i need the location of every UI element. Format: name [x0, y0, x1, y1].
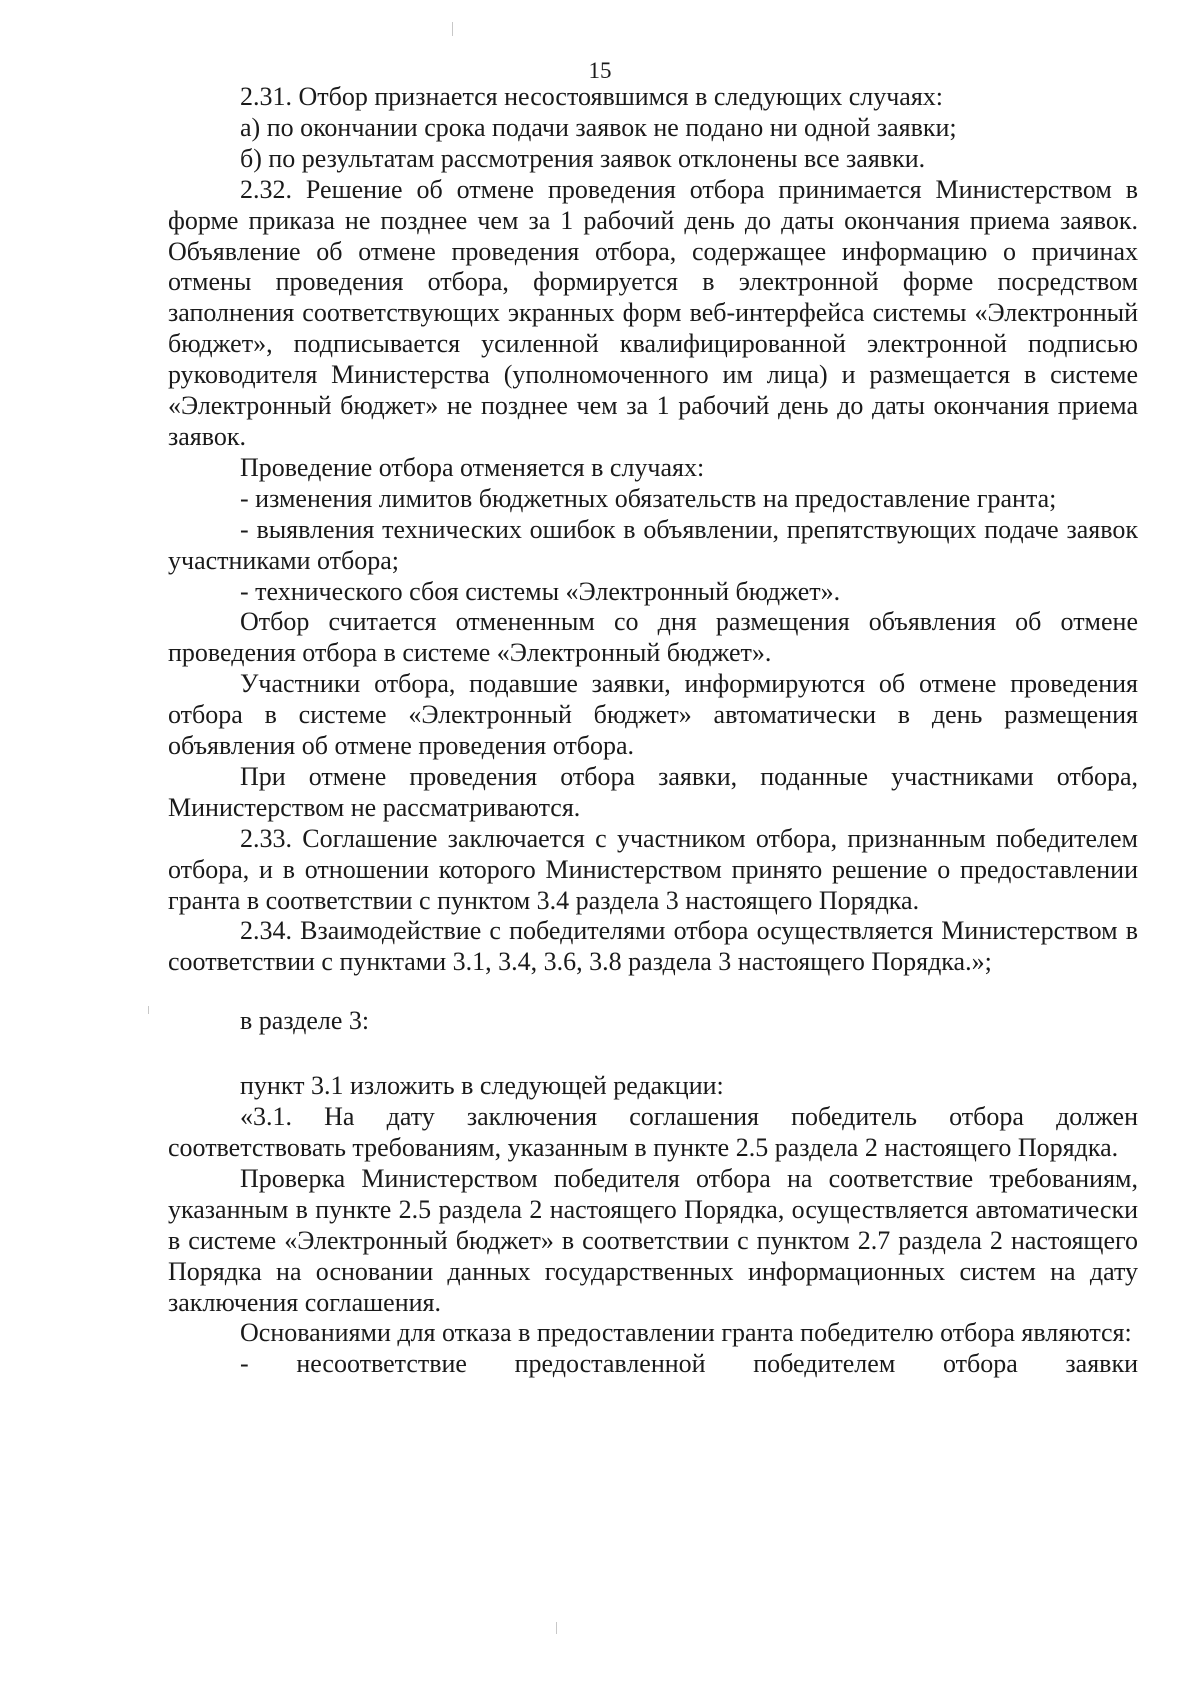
list-item-nonconformity: - несоответствие предоставленной победителем отбора заявки — [240, 1349, 1138, 1379]
paragraph-refusal-grounds: Основаниями для отказа в предоставлении гранта победителю отбора являются: — [240, 1318, 1132, 1348]
list-item-system-failure: - технического сбоя системы «Электронный бюджет». — [240, 576, 841, 606]
paragraph-2-34: 2.34. Взаимодействие с победителями отбора осуществляется Министерством в соответствии с пунктами 3.1, 3.4, 3.6, 3.8 раздела 3 настоящего Порядка.»; — [168, 916, 1138, 977]
paragraph-item-3-1-intro: пункт 3.1 изложить в следующей редакции: — [240, 1071, 724, 1101]
list-item-technical-errors: - выявления технических ошибок в объявлении, препятствующих подаче заявок участниками отбора; — [168, 514, 1138, 575]
paragraph-participants-informed: Участники отбора, подавшие заявки, информируются об отмене проведения отбора в системе «Электронный бюджет» автоматически в день размещения объявления об отмене проведения отбора. — [168, 669, 1138, 761]
paragraph-verification: Проверка Министерством победителя отбора на соответствие требованиям, указанным в пункте 2.5 раздела 2 настоящего Порядка, осуществляется автоматически в системе «Электронный бюджет» в соответствии с пунктом 2.7 раздела 2 настоящего Порядка на основании данных государственных информационных систем на дату заключения соглашения. — [168, 1163, 1138, 1317]
paragraph-2-33: 2.33. Соглашение заключается с участником отбора, признанным победителем отбора, и в отношении которого Министерством принято решение о предоставлении гранта в соответствии с пунктом 3.4 раздела 3 настоящего Порядка. — [168, 823, 1138, 915]
paragraph-2-31-a: а) по окончании срока подачи заявок не подано ни одной заявки; — [240, 112, 957, 142]
scan-artifact-left — [148, 1006, 149, 1014]
document-body — [168, 82, 1138, 1380]
paragraph-section-3: в разделе 3: — [240, 1006, 370, 1036]
paragraph-2-31-b: б) по результатам рассмотрения заявок отклонены все заявки. — [240, 143, 926, 173]
paragraph-applications-not-considered: При отмене проведения отбора заявки, поданные участниками отбора, Министерством не рассматриваются. — [168, 761, 1138, 822]
scan-artifact-bottom — [556, 1622, 557, 1634]
list-item-limits: - изменения лимитов бюджетных обязательств на предоставление гранта; — [240, 483, 1057, 513]
page-number: 15 — [588, 58, 612, 83]
scan-artifact-top — [452, 22, 453, 36]
paragraph-2-32: 2.32. Решение об отмене проведения отбора принимается Министерством в форме приказа не позднее чем за 1 рабочий день до даты окончания приема заявок. Объявление об отмене проведения отбора, содержащее информацию о причинах отмены проведения отбора, формируется в электронной форме посредством заполнения соответствующих экранных форм веб-интерфейса системы «Электронный бюджет», подписывается усиленной квалифицированной электронной подписью руководителя Министерства (уполномоченного им лица) и размещается в системе «Электронный бюджет» не позднее чем за 1 рабочий день до даты окончания приема заявок. — [168, 174, 1138, 451]
paragraph-cancelled-from: Отбор считается отмененным со дня размещения объявления об отмене проведения отбора в системе «Электронный бюджет». — [168, 607, 1138, 668]
paragraph-2-31: 2.31. Отбор признается несостоявшимся в следующих случаях: — [240, 82, 944, 111]
paragraph-cancellation-cases: Проведение отбора отменяется в случаях: — [240, 452, 705, 482]
paragraph-3-1: «3.1. На дату заключения соглашения победитель отбора должен соответствовать требованиям, указанным в пункте 2.5 раздела 2 настоящего Порядка. — [168, 1102, 1138, 1162]
